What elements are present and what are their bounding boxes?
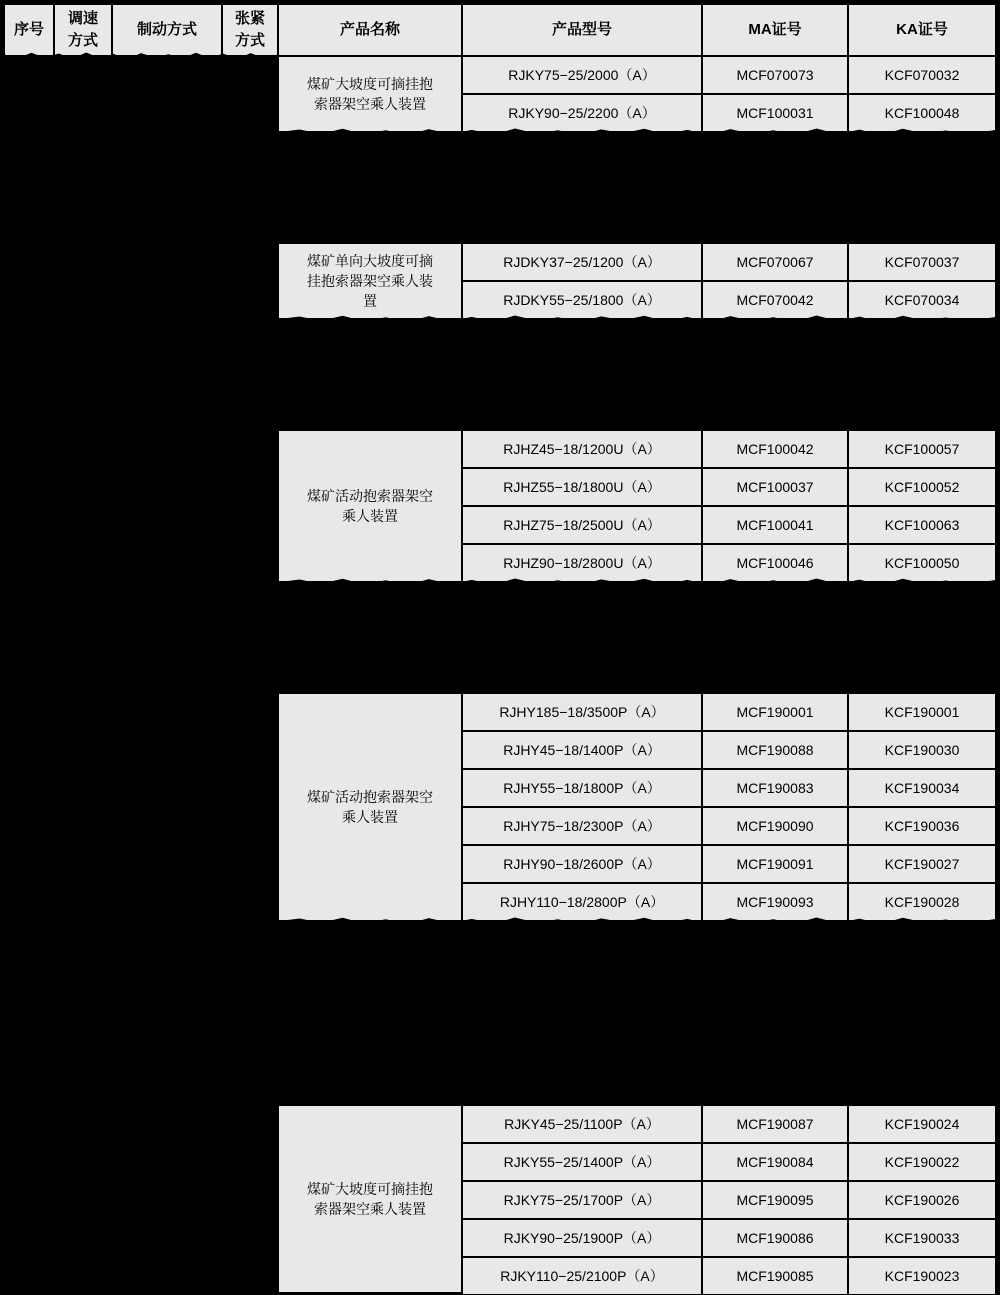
ka-cert: KCF190030 [884, 741, 960, 758]
ka-cert: KCF190033 [884, 1229, 960, 1246]
table-row [462, 693, 702, 731]
ka-cert: KCF070034 [884, 291, 960, 308]
table-row [462, 1181, 702, 1219]
ma-cert-cell [702, 94, 848, 132]
ma-cert-cell [702, 506, 848, 544]
table-row [462, 506, 702, 544]
product-name-line: 索器架空乘人装置 [314, 1201, 426, 1217]
product-model: RJHZ45−18/1200U（A） [503, 440, 661, 457]
ma-cert-cell [702, 845, 848, 883]
product-model: RJDKY55−25/1800（A） [503, 291, 661, 308]
ka-cert-cell [848, 1257, 996, 1295]
ka-cert-cell [848, 56, 996, 94]
ma-cert-cell [702, 731, 848, 769]
ma-cert: MCF190095 [736, 1191, 814, 1208]
table-row [462, 281, 702, 319]
ma-cert-cell [702, 544, 848, 582]
ka-cert: KCF190024 [884, 1115, 960, 1132]
product-name-cell [278, 56, 462, 132]
ma-cert-cell [702, 883, 848, 921]
ka-cert: KCF190023 [884, 1267, 960, 1284]
product-name-cell [278, 693, 462, 921]
product-name-cell [278, 1105, 462, 1293]
header-label-line: 方式 [67, 32, 98, 49]
ma-cert-cell [702, 1143, 848, 1181]
ma-cert: MCF190001 [736, 703, 814, 720]
ka-cert: KCF190027 [884, 855, 960, 872]
ma-cert: MCF190087 [736, 1115, 814, 1132]
product-model: RJHZ75−18/2500U（A） [503, 516, 661, 533]
header-cell-ka-cert [848, 4, 996, 56]
table-row [462, 883, 702, 921]
ka-cert-cell [848, 845, 996, 883]
ma-cert: MCF100031 [736, 104, 814, 121]
ka-cert: KCF100063 [884, 516, 960, 533]
header-cell-product-model [462, 4, 702, 56]
table-row [462, 807, 702, 845]
ka-cert-cell [848, 281, 996, 319]
header-label-line: 张紧 [234, 10, 265, 28]
product-name-line: 乘人装置 [342, 508, 398, 524]
ka-cert-cell [848, 468, 996, 506]
ma-cert-cell [702, 769, 848, 807]
ka-cert: KCF100057 [884, 440, 960, 457]
product-model: RJHY185−18/3500P（A） [499, 703, 665, 720]
table-row [462, 468, 702, 506]
ka-cert: KCF190001 [884, 703, 960, 720]
product-name-line: 置 [363, 293, 377, 310]
ka-cert-cell [848, 544, 996, 582]
ma-cert: MCF100041 [736, 516, 814, 533]
ka-cert: KCF190026 [884, 1191, 960, 1208]
ka-cert: KCF100050 [884, 554, 960, 571]
ma-cert-cell [702, 468, 848, 506]
product-name-line: 挂抱索器架空乘人装 [307, 272, 433, 289]
product-name-line: 索器架空乘人装置 [314, 96, 426, 112]
product-model: RJKY45−25/1100P（A） [504, 1115, 660, 1132]
ka-cert: KCF070032 [884, 66, 960, 83]
ma-cert: MCF070067 [736, 253, 814, 270]
ka-cert-cell [848, 506, 996, 544]
product-name-line: 煤矿单向大坡度可摘 [307, 252, 433, 269]
product-model: RJHZ90−18/2800U（A） [503, 554, 661, 571]
ma-cert: MCF070042 [736, 291, 814, 308]
product-model: RJHY110−18/2800P（A） [499, 893, 665, 910]
table-row [462, 430, 702, 468]
ma-cert: MCF190093 [736, 893, 814, 910]
ka-cert-cell [848, 1181, 996, 1219]
ka-cert-cell [848, 430, 996, 468]
product-name-line: 煤矿活动抱索器架空 [307, 788, 433, 805]
header-cell-ma-cert [702, 4, 848, 56]
product-model: RJKY75−25/1700P（A） [503, 1191, 661, 1208]
table-row [462, 845, 702, 883]
header-label: KA证号 [896, 20, 948, 38]
ma-cert-cell [702, 807, 848, 845]
header-label-line: 调速 [67, 10, 98, 28]
product-model: RJHZ55−18/1800U（A） [503, 478, 661, 495]
product-name-line: 煤矿大坡度可摘挂抱 [307, 75, 433, 92]
product-model: RJDKY37−25/1200（A） [503, 253, 661, 270]
ma-cert: MCF100046 [736, 554, 814, 571]
ma-cert-cell [702, 1181, 848, 1219]
ma-cert-cell [702, 1219, 848, 1257]
ma-cert-cell [702, 1105, 848, 1143]
ka-cert: KCF190034 [884, 779, 960, 796]
table-row [462, 544, 702, 582]
header-cell-speed-mode [54, 4, 112, 56]
ma-cert-cell [702, 243, 848, 281]
product-name-line: 煤矿活动抱索器架空 [307, 487, 433, 504]
ma-cert: MCF190086 [736, 1229, 814, 1246]
ma-cert-cell [702, 281, 848, 319]
header-cell-index [4, 4, 54, 56]
ma-cert: MCF190083 [736, 779, 814, 796]
ka-cert-cell [848, 693, 996, 731]
product-name-cell [278, 243, 462, 319]
ka-cert: KCF190022 [884, 1153, 960, 1170]
header-label-line: 方式 [234, 32, 265, 49]
product-model: RJKY90−25/1900P（A） [503, 1229, 661, 1246]
ma-cert: MCF100037 [736, 478, 814, 495]
table-row [462, 1143, 702, 1181]
header-label: 制动方式 [136, 20, 197, 38]
table-row [462, 769, 702, 807]
table-row [462, 1257, 702, 1295]
table-row [462, 56, 702, 94]
table-row [462, 1105, 702, 1143]
ka-cert-cell [848, 731, 996, 769]
ma-cert: MCF190088 [736, 741, 814, 758]
ka-cert: KCF070037 [884, 253, 960, 270]
header-label: MA证号 [748, 20, 802, 38]
product-model: RJKY110−25/2100P（A） [500, 1267, 664, 1284]
product-name-line: 煤矿大坡度可摘挂抱 [307, 1180, 433, 1197]
ka-cert-cell [848, 94, 996, 132]
product-name-line: 乘人装置 [342, 809, 398, 825]
ka-cert: KCF190028 [884, 893, 960, 910]
ka-cert-cell [848, 1219, 996, 1257]
ka-cert-cell [848, 243, 996, 281]
ma-cert-cell [702, 430, 848, 468]
header-label: 产品名称 [339, 20, 400, 38]
product-model: RJHY45−18/1400P（A） [503, 741, 661, 758]
product-model: RJKY55−25/1400P（A） [503, 1153, 661, 1170]
ma-cert: MCF190084 [736, 1153, 814, 1170]
header-cell-brake-mode [112, 4, 222, 56]
ma-cert: MCF100042 [736, 440, 814, 457]
ka-cert-cell [848, 1105, 996, 1143]
ma-cert-cell [702, 56, 848, 94]
product-model: RJHY90−18/2600P（A） [503, 855, 661, 872]
ka-cert: KCF100052 [884, 478, 960, 495]
ka-cert-cell [848, 1143, 996, 1181]
ka-cert-cell [848, 769, 996, 807]
ka-cert: KCF100048 [884, 104, 960, 121]
ma-cert-cell [702, 1257, 848, 1295]
table-row [462, 94, 702, 132]
ma-cert: MCF190091 [736, 855, 814, 872]
product-model: RJKY90−25/2200（A） [508, 104, 656, 121]
ka-cert-cell [848, 807, 996, 845]
ka-cert-cell [848, 883, 996, 921]
ma-cert: MCF070073 [736, 66, 814, 83]
table-row [462, 731, 702, 769]
header-cell-product-name [278, 4, 462, 56]
ma-cert-cell [702, 693, 848, 731]
header-label: 序号 [13, 20, 44, 38]
ka-cert: KCF190036 [884, 817, 960, 834]
table-row [462, 243, 702, 281]
header-cell-tension-mode [222, 4, 278, 56]
product-model: RJHY55−18/1800P（A） [503, 779, 661, 796]
ma-cert: MCF190090 [736, 817, 814, 834]
table-row [462, 1219, 702, 1257]
product-model: RJHY75−18/2300P（A） [503, 817, 661, 834]
ma-cert: MCF190085 [736, 1267, 814, 1284]
product-name-cell [278, 430, 462, 582]
product-model: RJKY75−25/2000（A） [508, 66, 656, 83]
header-label: 产品型号 [551, 20, 612, 38]
